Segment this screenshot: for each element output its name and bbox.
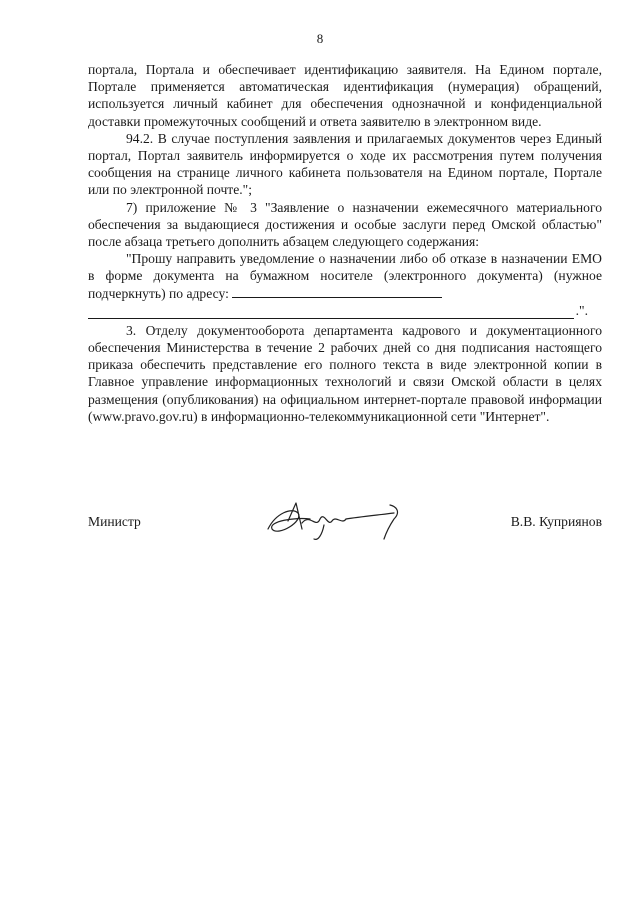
fill-line xyxy=(88,302,574,319)
signer-title: Министр xyxy=(88,514,141,529)
page-number: 8 xyxy=(316,31,324,46)
paragraph-94-2: 94.2. В случае поступления заявления и прилагаемых документов через Единый портал, Портал заявитель информируется о ходе их рассмотрения путем получения сообщения на странице личного кабинета пользователя на Едином портале, Портале или по электронной почте."; xyxy=(88,130,602,198)
address-blank xyxy=(232,285,442,298)
document-body xyxy=(88,61,602,425)
quote-text: "Прошу направить уведомление о назначении либо об отказе в назначении ЕМО в форме документа на бумажном носителе (электронного документа) (нужное подчеркнуть) по адресу: xyxy=(88,251,602,301)
address-fill-line xyxy=(88,302,602,320)
paragraph-item-7: 7) приложение № 3 "Заявление о назначении ежемесячного материального обеспечения за выдающиеся достижения и особые заслуги перед Омской областью" после абзаца третьего дополнить абзацем следующего содержания: xyxy=(88,199,602,250)
signature-block xyxy=(88,505,602,545)
handwritten-signature xyxy=(258,499,418,545)
signer-name: В.В. Куприянов xyxy=(510,514,602,529)
paragraph-quote xyxy=(88,250,602,302)
quote-end: .". xyxy=(575,302,588,318)
paragraph-continuation: портала, Портала и обеспечивает идентификацию заявителя. На Едином портале, Портале применяется автоматическая идентификация (нумерация) обращений, используется личный кабинет для обеспечения однозначной и конфиденциальной доставки промежуточных сообщений и ответа заявителю в электронном виде. xyxy=(88,62,602,129)
paragraph-section-3: 3. Отделу документооборота департамента кадрового и документационного обеспечения Министерства в течение 2 рабочих дней со дня подписания настоящего приказа обеспечить представление его полного текста в виде электронной копии в Главное управление информационных технологий и связи Омской области в целях размещения (опубликования) на официальном интернет-портале правовой информации (www.pravo.gov.ru) в информационно-телекоммуникационной сети "Интернет". xyxy=(88,322,602,424)
